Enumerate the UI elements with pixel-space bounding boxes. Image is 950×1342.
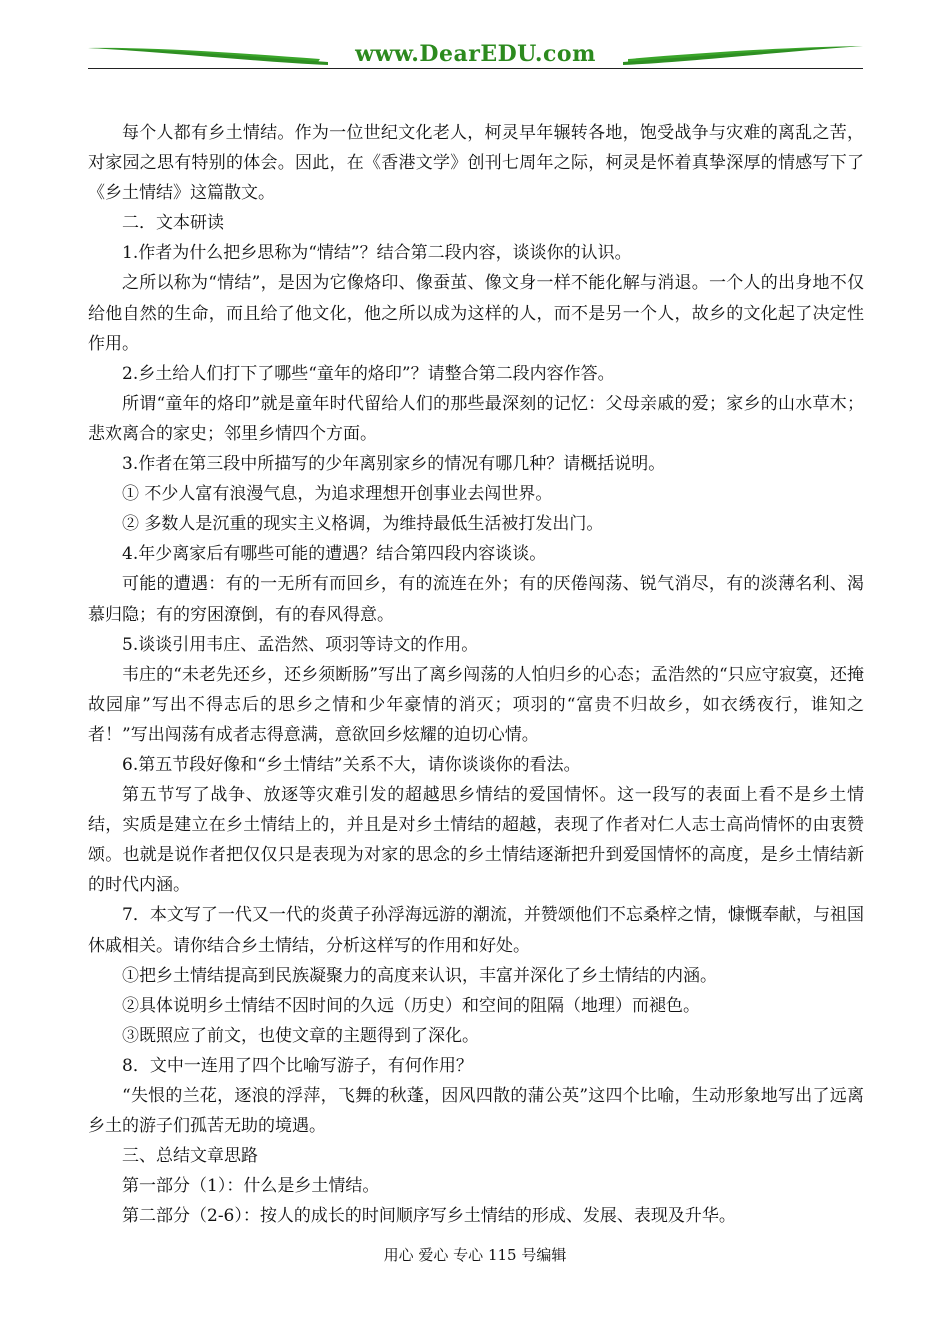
answer: 之所以称为“情结”，是因为它像烙印、像蚕茧、像文身一样不能化解与消退。一个人的出身地不仅给他自然的生命，而且给了他文化，他之所以成为这样的人，而不是另一个人，故乡的文化起了决定性作用。 [88, 273, 864, 354]
answer: 所谓“童年的烙印”就是童年时代留给人们的那些最深刻的记忆：父母亲戚的爱；家乡的山水草木；悲欢离合的家史；邻里乡情四个方面。 [88, 393, 864, 444]
answer: 韦庄的“未老先还乡，还乡须断肠”写出了离乡闯荡的人怕归乡的心态；孟浩然的“只应守寂寞，还掩故园扉”写出不得志后的思乡之情和少年豪情的消灭；项羽的“富贵不归故乡，如衣绣夜行，谁知之者！”写出闯荡有成者志得意满，意欲回乡炫耀的迫切心情。 [88, 664, 864, 745]
question: 2.乡土给人们打下了哪些“童年的烙印”？请整合第二段内容作答。 [122, 363, 615, 384]
answer: 第五节写了战争、放逐等灾难引发的超越思乡情结的爱国情怀。这一段写的表面上看不是乡土情结，实质是建立在乡土情结上的，并且是对乡土情结的超越，表现了作者对仁人志士高尚情怀的由衷赞颂。也就是说作者把仅仅只是表现为对家的思念的乡土情结逐渐把升到爱国情怀的高度，是乡土情结新的时代内涵。 [88, 785, 864, 896]
answer: ② 多数人是沉重的现实主义格调，为维持最低生活被打发出门。 [122, 514, 604, 535]
question: 1.作者为什么把乡思称为“情结”？结合第二段内容，谈谈你的认识。 [122, 243, 632, 264]
answer: ③既照应了前文，也使文章的主题得到了深化。 [122, 1025, 479, 1046]
page-header [88, 38, 863, 74]
site-name: www.DearEDU.com [355, 41, 596, 67]
paragraph: 第二部分（2-6）：按人的成长的时间顺序写乡土情结的形成、发展、表现及升华。 [122, 1206, 736, 1227]
answer: 可能的遭遇：有的一无所有而回乡，有的流连在外；有的厌倦闯荡、锐气消尽，有的淡薄名利、渴慕归隐；有的穷困潦倒，有的春风得意。 [88, 574, 864, 625]
question: 4.年少离家后有哪些可能的遭遇？结合第四段内容谈谈。 [122, 544, 547, 565]
question: 8．文中一连用了四个比喻写游子，有何作用？ [122, 1055, 473, 1076]
question: 3.作者在第三段中所描写的少年离别家乡的情况有哪几种？请概括说明。 [122, 454, 666, 475]
document-body [88, 118, 864, 1231]
header-rule [88, 68, 863, 69]
answer: “失恨的兰花，逐浪的浮萍，飞舞的秋蓬，因风四散的蒲公英”这四个比喻，生动形象地写出了远离乡土的游子们孤苦无助的境遇。 [88, 1086, 864, 1137]
answer: ① 不少人富有浪漫气息，为追求理想开创事业去闯世界。 [122, 484, 553, 505]
page-footer: 用心 爱心 专心 115 号编辑 [383, 1246, 567, 1264]
answer: ②具体说明乡土情结不因时间的久远（历史）和空间的阻隔（地理）而褪色。 [122, 995, 700, 1016]
question: 6.第五节段好像和“乡土情结”关系不大，请你谈谈你的看法。 [122, 754, 581, 775]
paragraph: 第一部分（1）：什么是乡土情结。 [122, 1176, 380, 1197]
answer: ①把乡土情结提高到民族凝聚力的高度来认识，丰富并深化了乡土情结的内涵。 [122, 965, 717, 986]
paragraph: 每个人都有乡土情结。作为一位世纪文化老人，柯灵早年辗转各地，饱受战争与灾难的离乱之苦，对家园之思有特别的体会。因此，在《香港文学》创刊七周年之际，柯灵是怀着真挚深厚的情感写下了《乡土情结》这篇散文。 [88, 123, 864, 204]
question: 7．本文写了一代又一代的炎黄子孙浮海远游的潮流，并赞颂他们不忘桑梓之情，慷慨奉献，与祖国休戚相关。请你结合乡土情结，分析这样写的作用和好处。 [88, 905, 864, 956]
section-heading: 二．文本研读 [122, 213, 224, 234]
question: 5.谈谈引用韦庄、孟浩然、项羽等诗文的作用。 [122, 634, 479, 655]
section-heading: 三、总结文章思路 [122, 1146, 258, 1167]
